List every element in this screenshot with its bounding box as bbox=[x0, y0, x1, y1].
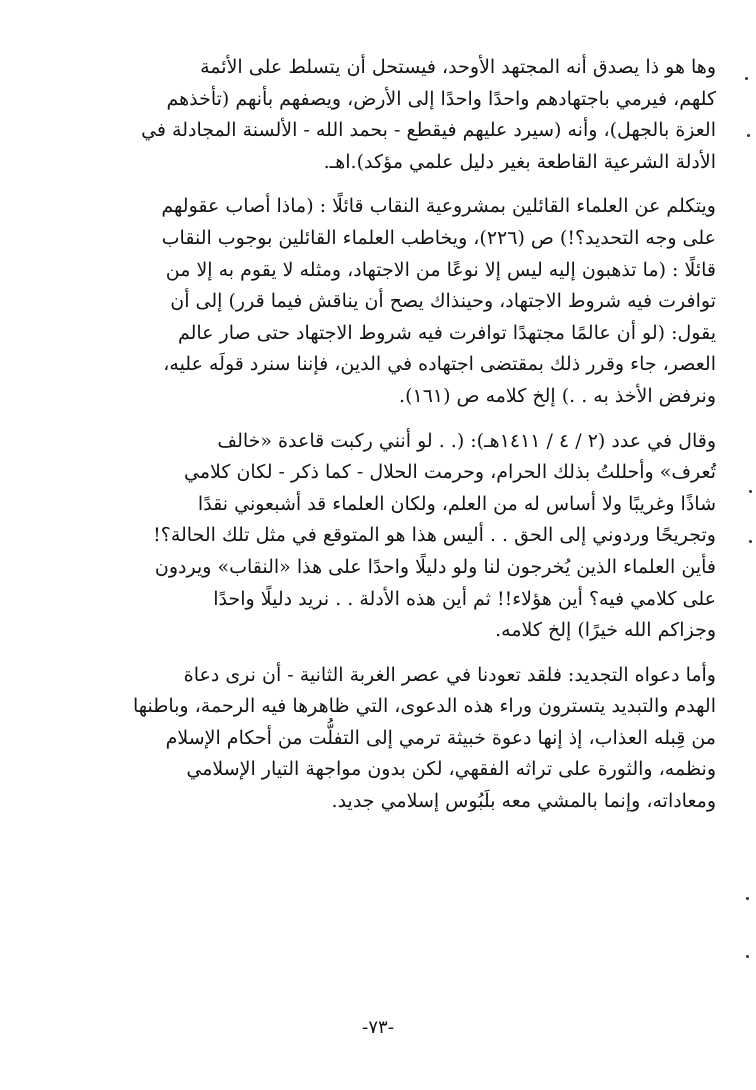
margin-mark bbox=[749, 490, 752, 493]
page-number: -٧٣- bbox=[361, 1017, 395, 1038]
text-line: ونظمه، والثورة على تراثه الفقهي، لكن بدون مواجهة التيار الإسلامي bbox=[186, 758, 716, 781]
paragraph bbox=[40, 191, 716, 412]
text-line: الهدم والتبديد يتسترون وراء هذه الدعوى، التي ظاهرها فيه الرحمة، وباطنها bbox=[132, 695, 716, 718]
text-line: العزة بالجهل)، وأنه (سيرد عليهم فيقطع - بحمد الله - الألسنة المجادلة في bbox=[141, 119, 716, 142]
margin-mark bbox=[746, 955, 749, 958]
text-line: كلهم، فيرمي باجتهادهم واحدًا واحدًا إلى الأرض، ويصفهم بأنهم (تأخذهم bbox=[166, 87, 716, 110]
text-line: وجزاكم الله خيرًا) إلخ كلامه. bbox=[495, 619, 716, 642]
text-line: قائلًا : (ما تذهبون إليه ليس إلا نوعًا من الاجتهاد، ومثله لا يقوم به إلا من bbox=[165, 258, 716, 281]
paragraph bbox=[40, 660, 716, 818]
text-line: على وجه التحديد؟!) ص (٢٢٦)، ويخاطب العلماء القائلين بوجوب النقاب bbox=[161, 226, 716, 249]
text-line: وتجريحًا وردوني إلى الحق . . أليس هذا هو المتوقع في مثل تلك الحالة؟! bbox=[153, 524, 716, 547]
text-line: يقول: (لو أن عالمًا مجتهدًا توافرت فيه شروط الاجتهاد حتى صار عالم bbox=[177, 321, 716, 344]
text-line: تُعرف» وأحللتُ بذلك الحرام، وحرمت الحلال - كما ذكر - لكان كلامي bbox=[184, 461, 716, 484]
text-line: ونرفض الأخذ به . .) إلخ كلامه ص (١٦١). bbox=[399, 384, 716, 407]
paragraph bbox=[40, 426, 716, 647]
text-line: ومعاداته، وإنما بالمشي معه بلَبُوس إسلامي جديد. bbox=[331, 790, 716, 813]
text-line: توافرت فيه شروط الاجتهاد، وحينذاك يصح أن يناقش فيما قرر) إلى أن bbox=[170, 290, 716, 313]
margin-mark bbox=[745, 77, 748, 80]
paragraph bbox=[40, 52, 716, 178]
text-line: من قِبله العذاب، إذ إنها دعوة خبيثة ترمي إلى التفلُّت من أحكام الإسلام bbox=[165, 726, 716, 749]
margin-mark bbox=[747, 134, 750, 137]
text-line: وقال في عدد (٢ / ٤ / ١٤١١هـ): (. . لو أنني ركبت قاعدة «خالف bbox=[217, 429, 716, 452]
text-line: الأدلة الشرعية القاطعة بغير دليل علمي مؤكد).اهـ. bbox=[323, 150, 716, 173]
margin-mark bbox=[749, 540, 752, 543]
text-line: وها هو ذا يصدق أنه المجتهد الأوحد، فيستحل أن يتسلط على الأئمة bbox=[200, 56, 716, 78]
text-line: وأما دعواه التجديد: فلقد تعودنا في عصر الغربة الثانية - أن نرى دعاة bbox=[183, 663, 716, 686]
text-line: ويتكلم عن العلماء القائلين بمشروعية النقاب قائلًا : (ماذا أصاب عقولهم bbox=[161, 195, 716, 218]
margin-mark bbox=[746, 897, 749, 900]
text-line: شاذًا وغريبًا ولا أساس له من العلم، ولكان العلماء قد أشبعوني نقدًا bbox=[197, 492, 716, 515]
text-line: فأين العلماء الذين يُخرجون لنا ولو دليلًا واحدًا على هذا «النقاب» ويردون bbox=[154, 555, 716, 578]
text-line: العصر، جاء وقرر ذلك بمقتضى اجتهاده في الدين، فإننا سنرد قولَه عليه، bbox=[163, 353, 716, 376]
page-body bbox=[40, 52, 716, 831]
text-line: على كلامي فيه؟ أين هؤلاء!! ثم أين هذه الأدلة . . نريد دليلًا واحدًا bbox=[213, 587, 716, 610]
